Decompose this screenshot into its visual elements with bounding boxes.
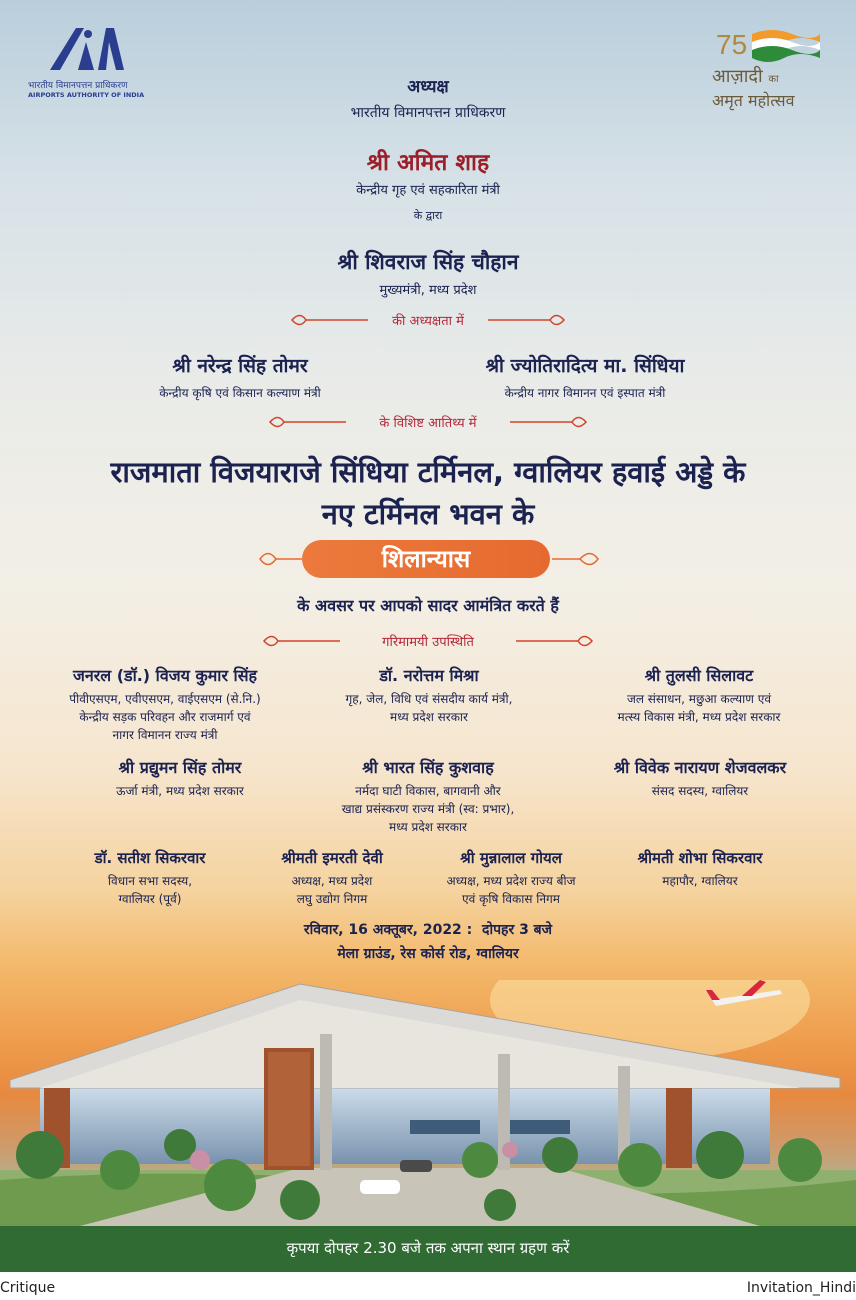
dignitary-role: केन्द्रीय सड़क परिवहन और राजमार्ग एवं [79,710,251,724]
dignitary [406,848,616,908]
special-guest-role: केन्द्रीय नागर विमानन एवं इस्पात मंत्री [504,386,666,400]
dignitary [590,848,810,890]
azadi-ka-text: का [768,74,779,85]
event-datetime: रविवार, 16 अक्तूबर, 2022 : दोपहर 3 बजे [303,922,553,938]
dignitary [232,848,432,908]
bottom-right-label: Invitation_Hindi [746,1280,856,1296]
dignitary-role: लघु उद्योग निगम [296,892,368,906]
dignitary-name: श्री मुन्नालाल गोयल [460,849,562,867]
bottom-left-label: Critique [0,1280,56,1296]
dignitary-role: मत्स्य विकास मंत्री, मध्य प्रदेश सरकार [617,710,781,724]
right-ornament-icon [552,548,600,570]
right-ornament-icon [514,630,594,652]
dignitary [30,664,300,744]
cm-name: श्री शिवराज सिंह चौहान [337,250,519,274]
dignitary [50,756,310,800]
dignitary-role: ऊर्जा मंत्री, मध्य प्रदेश सरकार [116,784,244,798]
dignitary-name: जनरल (डॉ.) विजय कुमार सिंह [72,666,258,685]
special-guest-name: श्री नरेन्द्र सिंह तोमर [172,355,308,377]
left-ornament-icon [262,630,342,652]
dignitary-role: मध्य प्रदेश सरकार [390,710,468,724]
event-title-line2: नए टर्मिनल भवन के [321,497,535,531]
dignitary-name: श्री विवेक नारायण शेजवलकर [613,758,787,777]
aai-emblem-icon [28,22,158,72]
azadi-text: आज़ादी [712,66,763,87]
svg-text:75: 75 [716,29,748,60]
invite-text: के अवसर पर आपको सादर आमंत्रित करते हैं [297,596,559,615]
azadi-logo [712,24,836,110]
dignitary-role: गृह, जेल, विधि एवं संसदीय कार्य मंत्री, [345,692,513,706]
chairman-title: अध्यक्ष [407,77,449,97]
aai-logo [28,22,158,102]
dignitary-role: नागर विमानन राज्य मंत्री [112,728,218,742]
aai-english-name: AIRPORTS AUTHORITY OF INDIA [28,91,145,99]
dignitary [296,756,560,836]
right-ornament-icon [486,309,566,331]
by-text: के द्वारा [413,209,443,222]
dignitary-role: विधान सभा सदस्य, [107,874,193,888]
cm-role: मुख्यमंत्री, मध्य प्रदेश [379,283,477,298]
dignitary [300,664,558,726]
hospitality-text: के विशिष्ट आतिथ्य में [379,416,477,431]
left-ornament-icon [258,548,302,570]
dignitary-role: एवं कृषि विकास निगम [462,892,560,906]
right-ornament-icon [508,411,588,433]
event-title-line1: राजमाता विजयाराजे सिंधिया टर्मिनल, ग्वालियर हवाई अड्डे के [110,455,746,489]
left-ornament-icon [268,411,348,433]
dignitary-name: श्री तुलसी सिलावट [644,666,754,685]
left-ornament-icon [290,309,370,331]
special-guest-name: श्री ज्योतिरादित्य मा. सिंधिया [485,355,685,377]
dignitary-role: खाद्य प्रसंस्करण राज्य मंत्री (स्व: प्रभार), [341,802,515,816]
dignitary-role: मध्य प्रदेश सरकार [389,820,467,834]
presidency-text: की अध्यक्षता में [392,314,464,329]
dignitary-name: श्री भारत सिंह कुशवाह [362,758,494,777]
event-venue: मेला ग्राउंड, रेस कोर्स रोड, ग्वालियर [337,946,519,962]
dignitary-name: श्रीमती शोभा सिकरवार [637,849,763,867]
dignitary-name: श्री प्रद्युमन सिंह तोमर [118,758,242,777]
dignitary-role: पीवीएसएम, एवीएसएम, वाईएसएम (से.नि.) [69,692,261,706]
dignitary-role: संसद सदस्य, ग्वालियर [651,784,749,798]
aai-hindi-name: भारतीय विमानपत्तन प्राधिकरण [28,81,128,91]
75-flag-icon [712,24,822,64]
dignitary-role: जल संसाधन, मछुआ कल्याण एवं [626,692,772,706]
chief-guest-name: श्री अमित शाह [366,150,490,176]
dignitary-role: नर्मदा घाटी विकास, बागवानी और [355,784,501,798]
dignitary [50,848,250,908]
special-guest-role: केन्द्रीय कृषि एवं किसान कल्याण मंत्री [159,386,321,400]
dignitary [560,756,840,800]
terminal-building-illustration [0,980,856,1226]
dignitaries-heading: गरिमामयी उपस्थिति [382,635,474,650]
dignitary [564,664,834,726]
dignitary-role: अध्यक्ष, मध्य प्रदेश [291,874,373,888]
foundation-stone-badge: शिलान्यास [302,540,550,578]
dignitary-name: डॉ. सतीश सिकरवार [94,849,206,867]
dignitary-name: श्रीमती इमरती देवी [281,849,383,867]
footer-banner: कृपया दोपहर 2.30 बजे तक अपना स्थान ग्रहण करें [0,1226,856,1272]
dignitary-role: अध्यक्ष, मध्य प्रदेश राज्य बीज [446,874,576,888]
amrit-mahotsav-text: अमृत महोत्सव [712,91,795,110]
dignitary-name: डॉ. नरोत्तम मिश्रा [379,666,479,685]
chief-guest-role: केन्द्रीय गृह एवं सहकारिता मंत्री [356,183,500,198]
dignitary-role: ग्वालियर (पूर्व) [118,892,182,906]
dignitary-role: महापौर, ग्वालियर [662,874,738,888]
org-name: भारतीय विमानपत्तन प्राधिकरण [350,105,506,121]
